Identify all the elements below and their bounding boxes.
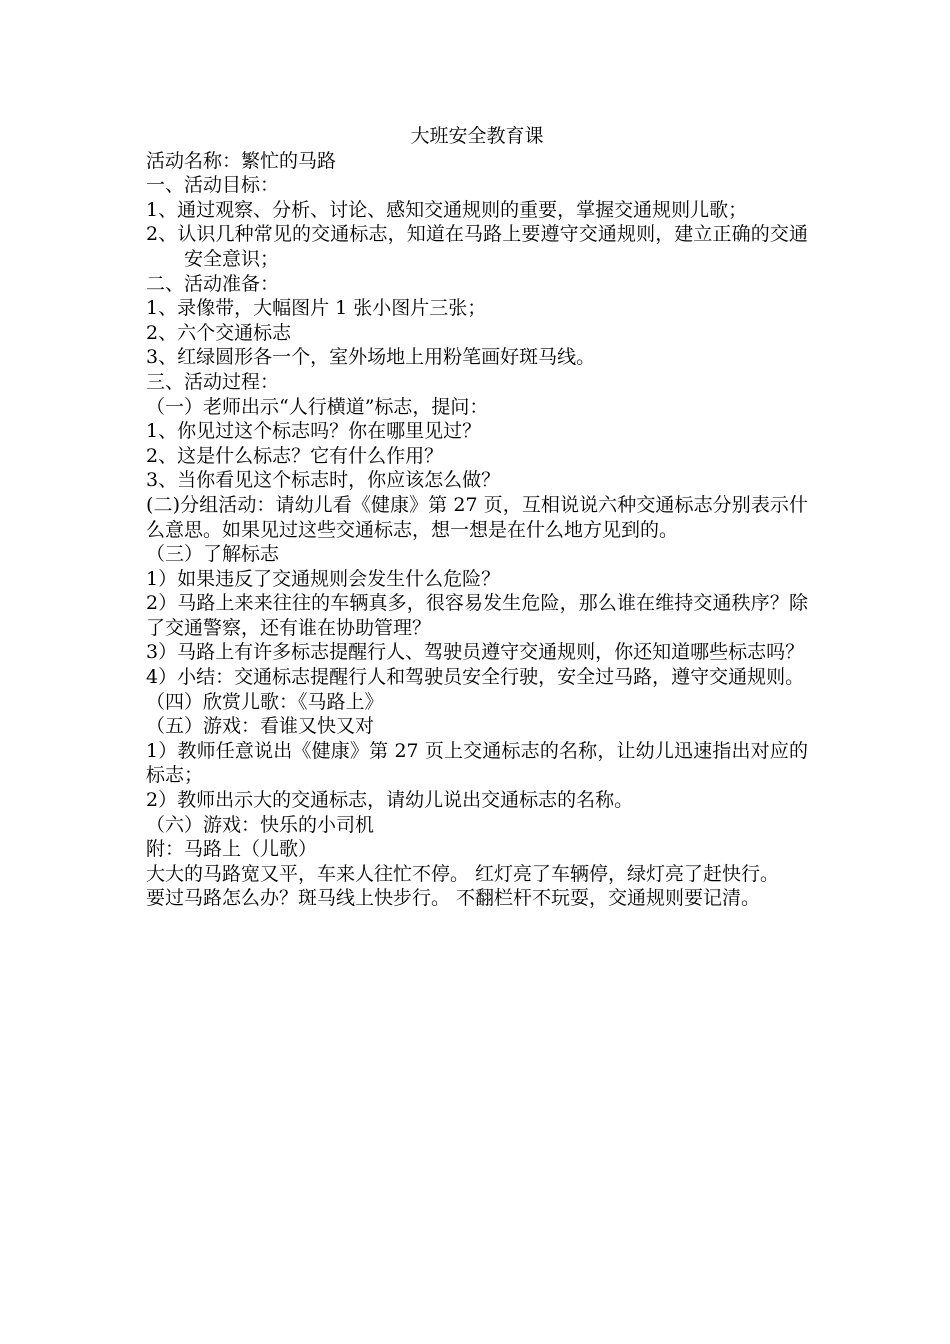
sub-item-4: 4）小结：交通标志提醒行人和驾驶员安全行驶，安全过马路，遵守交通规则。: [146, 666, 805, 689]
section-heading-goals: 一、活动目标：: [146, 174, 280, 197]
rhyme-line-1: 大大的马路宽又平，车来人往忙不停。 红灯亮了车辆停，绿灯亮了赶快行。: [146, 862, 780, 885]
question-2: 2、这是什么标志？它有什么作用？: [146, 444, 444, 467]
game-item-1: 1）教师任意说出《健康》第 27 页上交通标志的名称，让幼儿迅速指出对应的标志；: [146, 739, 808, 787]
preparation-item-2: 2、六个交通标志: [146, 321, 292, 344]
process-step-5: （五）游戏：看谁又快又对: [146, 715, 375, 738]
process-step-4: （四）欣赏儿歌：《马路上》: [146, 690, 384, 713]
goal-item-1: 1、通过观察、分析、讨论、感知交通规则的重要，掌握交通规则儿歌；: [146, 198, 748, 221]
rhyme-line-2: 要过马路怎么办？斑马线上快步行。 不翻栏杆不玩耍，交通规则要记清。: [146, 887, 761, 910]
preparation-item-1: 1、录像带，大幅图片 1 张小图片三张；: [146, 297, 487, 320]
document-body: [146, 124, 808, 911]
appendix-heading: 附：马路上（儿歌）: [146, 838, 318, 861]
preparation-item-3: 3、红绿圆形各一个，室外场地上用粉笔画好斑马线。: [146, 346, 596, 369]
sub-item-3: 3）马路上有许多标志提醒行人、驾驶员遵守交通规则，你还知道哪些标志吗？: [146, 641, 805, 664]
process-step-3: （三）了解标志: [146, 543, 280, 566]
section-heading-preparation: 二、活动准备：: [146, 272, 280, 295]
question-1: 1、你见过这个标志吗？你在哪里见过？: [146, 420, 482, 443]
section-heading-process: 三、活动过程：: [146, 370, 280, 393]
document-title: 大班安全教育课: [410, 125, 544, 147]
sub-item-2: 2）马路上来来往往的车辆真多，很容易发生危险，那么谁在维持交通秩序？除了交通警察，还有谁在协助管理？: [146, 592, 808, 639]
game-item-2: 2）教师出示大的交通标志，请幼儿说出交通标志的名称。: [146, 789, 634, 812]
activity-name: 活动名称：繁忙的马路: [146, 149, 337, 172]
question-3: 3、当你看见这个标志时，你应该怎么做？: [146, 469, 501, 492]
process-step-2: (二)分组活动：请幼儿看《健康》第 27 页，互相说说六种交通标志分别表示什么意思。如果见过这些交通标志，想一想是在什么地方见到的。: [146, 493, 808, 541]
process-step-1: （一）老师出示“人行横道”标志，提问：: [146, 395, 489, 418]
sub-item-1: 1）如果违反了交通规则会发生什么危险？: [146, 567, 501, 590]
process-step-6: （六）游戏：快乐的小司机: [146, 813, 375, 836]
goal-item-2: 2、认识几种常见的交通标志，知道在马路上要遵守交通规则，建立正确的交通安全意识；: [146, 223, 808, 270]
